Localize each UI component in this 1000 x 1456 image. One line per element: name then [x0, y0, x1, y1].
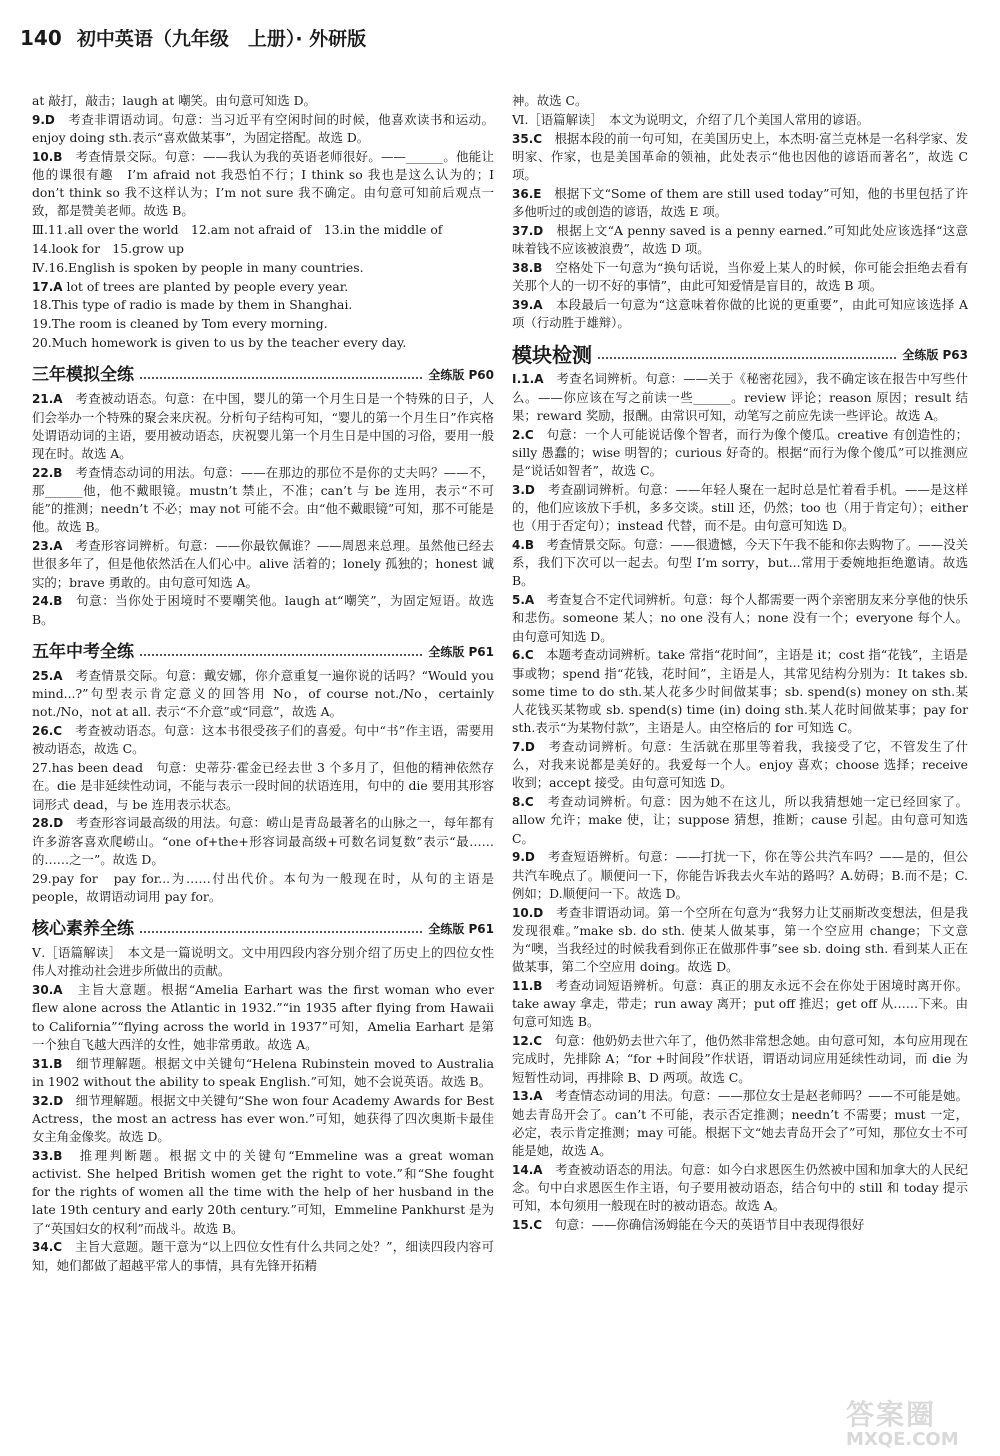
answer-label: Ⅰ.1.A: [512, 372, 544, 387]
leader-dots: [598, 357, 896, 359]
leader-dots: [140, 931, 422, 933]
answer-item: Ⅴ.［语篇解读］ 本文是一篇说明文。文中用四段内容分别介绍了历史上的四位女性伟人对推动社会进步所做出的贡献。: [32, 945, 494, 979]
section-page-ref: 全练版 P60: [428, 368, 494, 383]
answer-label: 35.C: [512, 131, 543, 146]
section-header: [32, 920, 494, 938]
section-title: 三年模拟全练: [32, 365, 134, 386]
answer-list: [512, 370, 968, 1234]
answer-item: Ⅰ.1.A 考查名词辨析。句意：——关于《秘密花园》，我不确定该在报告中写些什么。——你应该在写之前读一些______。review 评论；reason 原因；result 结果；reward 奖励，报酬。由常识可知，动笔写之前应先读一些评论。故选 A。: [512, 371, 968, 423]
answer-item: 18.This type of radio is made by them in Shanghai.: [32, 297, 353, 313]
section-title: 模块检测: [512, 343, 592, 368]
answer-label: 5.A: [512, 593, 535, 608]
section-header: [512, 343, 968, 368]
leader-dots: [140, 377, 422, 379]
answer-item: 27.has been dead 句意：史蒂芬·霍金已经去世 3 个多月了，但他的精神依然存在。die 是非延续性动词，不能与表示一段时间的状语连用，句中的 die 要用其形容词形式 dead，与 be 连用表示状态。: [32, 760, 494, 812]
answer-item: 24.B 句意：当你处于困境时不要嘲笑他。laugh at“嘲笑”，为固定短语。故选 B。: [32, 593, 494, 627]
answer-item: 15.C 句意：——你确信汤姆能在今天的英语节目中表现得很好: [512, 1217, 865, 1233]
answer-item: 7.D 考查动词辨析。句意：生活就在那里等着我，我接受了它，不管发生了什么，对我来说都是美好的。我爱每一个人。enjoy 喜欢；choose 选择；receive 收到；accept 接受。由句意可知选 D。: [512, 739, 968, 791]
leader-dots: [140, 654, 422, 656]
answer-item: Ⅲ.11.all over the world 12.am not afraid of 13.in the middle of: [32, 222, 443, 238]
answer-label: 33.B: [32, 1148, 63, 1163]
book-title: 初中英语（九年级 上册）· 外研版: [76, 28, 367, 50]
answer-item: 26.C 考查被动语态。句意：这本书很受孩子们的喜爱。句中“书”作主语，需要用被动语态，故选 C。: [32, 723, 494, 757]
answer-item: 28.D 考查形容词最高级的用法。句意：崂山是青岛最著名的山脉之一，每年都有许多游客喜欢爬崂山。“one of+the+形容词最高级+可数名词复数”表示“最……的……之一”。故选 D。: [32, 815, 494, 867]
answer-item: 6.C 本题考查动词辨析。take 常指“花时间”，主语是 it；cost 指“花钱”，主语是事或物；spend 指“花钱，花时间”，主语是人，其常见结构分别为：It takes sb. some time to do sth.某人花多少时间做某事；sb. spend(s) money on sth.某人花钱买某物或 sb. spend(s) time (in) doing sth.某人花时间做某事；pay for sth.表示“为某物付款”，主语是人。由空格后的 for 可知选 C。: [512, 647, 968, 736]
answer-label: 31.B: [32, 1056, 63, 1071]
answer-item: 神。故选 C。: [512, 93, 588, 108]
answer-label: 7.D: [512, 740, 535, 755]
answer-label: 13.A: [512, 1089, 543, 1104]
answer-label: 6.C: [512, 648, 534, 663]
answer-item: 5.A 考查复合不定代词辨析。句意：每个人都需要一两个亲密朋友来分享他的快乐和悲伤。someone 某人；no one 没有人；none 没有一个；everyone 每个人。由句意可知选 D。: [512, 592, 968, 644]
section-header: [32, 643, 494, 661]
left-column: [32, 92, 494, 1275]
watermark-text: 答案圈: [846, 1398, 937, 1431]
answer-item: 23.A 考查形容词辨析。句意：——你最钦佩谁？——周恩来总理。虽然他已经去世很多年了，但是他依然活在人们心中。alive 活着的；lonely 孤独的；honest 诚实的；brave 勇敢的。由句意可知选 A。: [32, 538, 494, 590]
answer-list: [32, 667, 494, 906]
answer-item: 12.C 句意：他奶奶去世六年了，他仍然非常想念她。由句意可知，本句应用现在完成时，先排除 A；“for +时间段”作状语，谓语动词应用延续性动词，而 die 为短暂性动词，再排除 B、D 两项。故选 C。: [512, 1033, 968, 1085]
answer-item: 34.C 主旨大意题。题干意为“以上四位女性有什么共同之处？”，细读四段内容可知，她们都做了超越平常人的事情，具有先锋开拓精: [32, 1239, 494, 1273]
answer-label: 10.B: [32, 149, 63, 164]
section-page-ref: 全练版 P61: [428, 644, 494, 659]
answer-item: 8.C 考查动词辨析。句意：因为她不在这儿，所以我猜想她一定已经回家了。allow 允许；make 使，让；suppose 猜想，推断；cause 引起。由句意可知选 C。: [512, 794, 968, 846]
answer-label: 38.B: [512, 260, 543, 275]
answer-item: 9.D 考查非谓语动词。句意：当习近平有空闲时间的时候，他喜欢读书和运动。enjoy doing sth.表示“喜欢做某事”，为固定搭配。故选 D。: [32, 111, 494, 145]
answer-item: 10.D 考查非谓语动词。第一个空所在句意为“我努力让艾丽斯改变想法，但是我发现很难。”make sb. do sth. 使某人做某事，第一个空应用 change；下文意为“噢，当我经过的时候我看到你正在做那件事”see sb. doing sth. 看到某人正在做某事，第二个空应用 doing。故选 D。: [512, 904, 968, 975]
answer-label: 32.D: [32, 1093, 64, 1108]
answer-item: 17.A lot of trees are planted by people every year.: [32, 278, 349, 294]
answer-item: 33.B 推理判断题。根据文中的关键句“Emmeline was a great woman activist. She helped British women get the right to vote.”和“She fought for the rights of women all the time with the help of her husband in the late 19th century and early 20th century.”可知，Emmeline Pankhurst 是为了“英国妇女的权利”而战斗。故选 B。: [32, 1147, 494, 1236]
answer-list: [32, 390, 494, 628]
answer-item: 25.A 考查情景交际。句意：戴安娜，你介意重复一遍你说的话吗？“Would you mind...?”句型表示肯定意义的回答用 No，of course not./No，certainly not./No，not at all. 表示“不介意”或“同意”，故选 A。: [32, 668, 494, 720]
answer-item: 21.A 考查被动语态。句意：在中国，婴儿的第一个月生日是一个特殊的日子，人们会举办一个特殊的聚会来庆祝。分析句子结构可知，“婴儿的第一个月生日”作宾格处谓语动词的主语，要用被动语态，庆祝婴儿第一个月生日是中国的习俗，要用一般现在时。故选 A。: [32, 391, 494, 461]
answer-item: 11.B 考查动词短语辨析。句意：真正的朋友永远不会在你处于困境时离开你。take away 拿走，带走；run away 离开；put off 推迟；get off 从……下来。由句意可知选 B。: [512, 978, 968, 1030]
answer-label: 22.B: [32, 465, 63, 480]
answer-label: 14.A: [512, 1162, 543, 1177]
watermark-logo: [846, 1400, 996, 1452]
answer-item: 31.B 细节理解题。根据文中关键句“Helena Rubinstein moved to Australia in 1902 without the ability to speak English.”可知，她不会说英语。故选 B。: [32, 1055, 494, 1089]
answer-label: 21.A: [32, 392, 63, 407]
answer-label: 36.E: [512, 186, 542, 201]
answer-item: 19.The room is cleaned by Tom every morning.: [32, 316, 328, 332]
answer-item: Ⅳ.16.English is spoken by people in many countries.: [32, 259, 364, 275]
answer-label: 28.D: [32, 816, 64, 831]
answer-item: 20.Much homework is given to us by the teacher every day.: [32, 334, 407, 350]
answer-item: 14.look for 15.grow up: [32, 241, 184, 256]
answer-item: 39.A 本段最后一句意为“这意味着你做的比说的更重要”，由此可知应该选择 A 项（行动胜于雄辩）。: [512, 296, 968, 330]
answer-item: 30.A 主旨大意题。根据“Amelia Earhart was the first woman who ever flew alone across the Atlantic in 1932.”“in 1935 after flying from Hawaii to California”“flying across the world in 1937”可知，Amelia Earhart 是第一个独自飞越大西洋的女性，她非常勇敢。故选 A。: [32, 982, 494, 1052]
watermark-url: MXQE.COM: [846, 1429, 959, 1450]
answer-label: 9.D: [512, 850, 535, 865]
answer-item: 2.C 句意：一个人可能说话像个智者，而行为像个傻瓜。creative 有创造性的；silly 愚蠢的；wise 明智的；curious 好奇的。根据“而行为像个傻瓜”可以推测应是“说话如智者”，故选 C。: [512, 426, 968, 479]
answer-item: 35.C 根据本段的前一句可知，在美国历史上，本杰明·富兰克林是一名科学家、发明家、作家，也是美国革命的领袖，此处表示“他也因他的谚语而著名”，故选 C 项。: [512, 130, 968, 182]
answer-label: 12.C: [512, 1034, 543, 1049]
answer-label: 15.C: [512, 1218, 543, 1233]
answer-label: 4.B: [512, 538, 535, 553]
answer-label: 10.D: [512, 905, 544, 920]
section-title: 五年中考全练: [32, 641, 134, 662]
right-column: [512, 92, 968, 1235]
answer-label: 3.D: [512, 482, 535, 497]
answer-label: 11.B: [512, 979, 543, 994]
section-header: [32, 366, 494, 384]
section-page-ref: 全练版 P63: [902, 348, 968, 363]
answer-item: 29.pay for pay for...为……付出代价。本句为一般现在时，从句的主语是 people，故谓语动词用 pay for。: [32, 870, 494, 904]
answer-item: 37.D 根据上文“A penny saved is a penny earned.”可知此处应该选择“这意味着钱不应该被浪费”，故选 D 项。: [512, 222, 968, 256]
answer-list: [32, 944, 494, 1275]
answer-label: 8.C: [512, 795, 534, 810]
answer-item: 22.B 考查情态动词的用法。句意：——在那边的那位不是你的丈夫吗？——不，那______他，他不戴眼镜。mustn’t 禁止，不准；can’t 与 be 连用，表示“不可能”的推测；needn’t 不必；may not 可能不会。由“他不戴眼镜”可知，那不可能是他。故选 B。: [32, 464, 494, 535]
answer-item: 9.D 考查短语辨析。句意：——打扰一下，你在等公共汽车吗？——是的，但公共汽车晚点了。顺便问一下，你能告诉我去火车站的路吗？A.妨碍；B.而不是；C.例如；D.顺便问一下。故选 D。: [512, 849, 968, 901]
answer-label: 2.C: [512, 427, 534, 442]
answer-label: 17.A: [32, 279, 63, 294]
answer-item: 38.B 空格处下一句意为“换句话说，当你爱上某人的时候，你可能会拒绝去看有关那个人的一切不好的事情”，由此可知爱情是盲目的，故选 B 项。: [512, 259, 968, 293]
answer-label: 37.D: [512, 223, 544, 238]
page-number: 140: [20, 26, 62, 50]
answer-label: 9.D: [32, 112, 55, 127]
answer-label: 24.B: [32, 594, 63, 609]
answer-item: 14.A 考查被动语态的用法。句意：如今白求恩医生仍然被中国和加拿大的人民纪念。句中白求恩医生作主语，句子要用被动语态，结合句中的 still 和 today 提示可知，本句须用一般现在时的被动语态。故选 A。: [512, 1161, 968, 1214]
page-header: [20, 24, 980, 64]
answer-label: 26.C: [32, 724, 63, 739]
answer-item: 10.B 考查情景交际。句意：——我认为我的英语老师很好。——______。他能让他的课很有趣 I’m afraid not 我恐怕不行；I think so 我也是这么认为的；I don’t think so 我不这样认为；I’m not sure 我不确定。由句意可知前后观点一致，都是赞美老师。故选 B。: [32, 148, 494, 219]
answer-item: 13.A 考查情态动词的用法。句意：——那位女士是赵老师吗？——不可能是她。她去青岛开会了。can’t 不可能，表示否定推测；needn’t 不需要；must 一定，必定，表示肯定推测；may 可能。根据下文“她去青岛开会了”可知，那位女士不可能是她，故选 A。: [512, 1088, 968, 1159]
answer-label: 23.A: [32, 539, 63, 554]
section-page-ref: 全练版 P61: [428, 922, 494, 937]
answer-label: 25.A: [32, 669, 63, 684]
answer-item: 4.B 考查情景交际。句意：——很遗憾，今天下午我不能和你去购物了。——没关系，我们下次可以一起去。句型 I’m sorry，but...常用于委婉地拒绝邀请。故选 B。: [512, 537, 968, 589]
answer-item: at 敲打，敲击；laugh at 嘲笑。由句意可知选 D。: [32, 93, 316, 108]
answer-item: 3.D 考查副词辨析。句意：——年轻人聚在一起时总是忙着看手机。——是这样的，他们应该放下手机，多多交谈。still 还，仍然；too 也（用于肯定句）；either 也（用于否定句）；instead 代替，而不是。由句意可知选 D。: [512, 481, 968, 534]
answer-label: 39.A: [512, 297, 543, 312]
section-title: 核心素养全练: [32, 919, 134, 940]
answer-label: 30.A: [32, 983, 63, 998]
answer-item: 32.D 细节理解题。根据文中关键句“She won four Academy Awards for Best Actress，the most an actress has ever won.”可知，她获得了四次奥斯卡最佳女主角金像奖。故选 D。: [32, 1092, 494, 1145]
answer-label: 34.C: [32, 1240, 63, 1255]
answer-list: [32, 92, 494, 352]
answer-list: [512, 92, 968, 332]
answer-item: Ⅵ.［语篇解读］ 本文为说明文，介绍了几个美国人常用的谚语。: [512, 111, 870, 127]
answer-item: 36.E 根据下文“Some of them are still used today”可知，他的书里包括了许多他听过的或创造的谚语，故选 E 项。: [512, 185, 968, 219]
